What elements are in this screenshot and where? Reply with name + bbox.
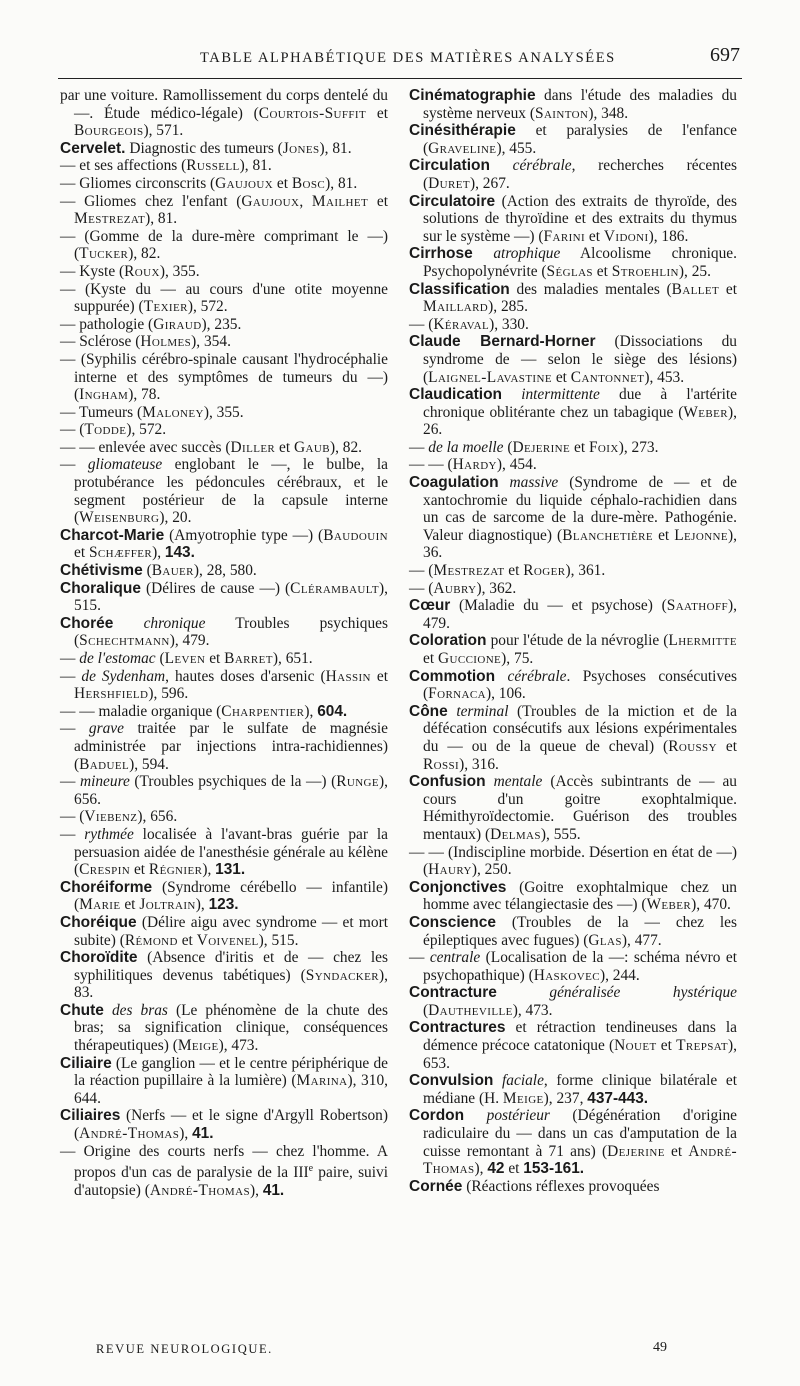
entry-headword: Circulatoire xyxy=(409,192,496,210)
index-entry xyxy=(60,879,388,914)
entry-text: — et ses affections (Russell), 81. xyxy=(60,157,272,175)
index-entry xyxy=(409,703,737,773)
entry-text: — Gliomes circonscrits (Gaujoux et Bosc), 81. xyxy=(60,174,358,192)
index-entry xyxy=(409,668,737,703)
index-entry xyxy=(60,351,388,404)
footer-signature-mark: 49 xyxy=(653,1340,667,1355)
entry-text: — rythmée localisée à l'avant-bras guérie par la persuasion aidée de l'anesthésie générale au kélène (Crespin et Régnier), 131. xyxy=(60,825,388,879)
entry-headword: Cervelet. xyxy=(60,139,126,157)
entry-text: — de l'estomac (Leven et Barret), 651. xyxy=(60,650,313,667)
header-rule xyxy=(58,78,742,79)
index-entry xyxy=(60,949,388,1002)
index-entry xyxy=(409,844,737,879)
page-footer xyxy=(0,1338,800,1362)
index-entry xyxy=(60,527,388,562)
entry-headword: Conjonctives xyxy=(409,878,507,896)
entry-headword: Circulation xyxy=(409,157,490,175)
index-entry xyxy=(60,720,388,773)
entry-text: (Bauer), 28, 580. xyxy=(146,562,257,580)
index-entry xyxy=(60,773,388,808)
index-entry xyxy=(60,228,388,263)
page-number: 697 xyxy=(710,44,740,66)
entry-headword: Contracture xyxy=(409,984,497,1002)
index-entry xyxy=(409,1178,737,1196)
index-entry xyxy=(409,245,737,280)
entry-text: — Tumeurs (Maloney), 355. xyxy=(60,403,244,421)
entry-text: (Action des extraits de thyroïde, des solutions de thyroïdine et des extraits du thymus sur le système —) (Farini et Vidoni), 186. xyxy=(423,192,737,245)
entry-headword: Contractures xyxy=(409,1019,506,1037)
index-entry xyxy=(409,1019,737,1072)
entry-text: — de la moelle (Dejerine et Foix), 273. xyxy=(409,438,659,456)
index-entry xyxy=(60,650,388,668)
index-entry xyxy=(60,193,388,228)
index-entry xyxy=(409,193,737,246)
entry-headword: Chute xyxy=(60,1001,104,1019)
entry-text: — grave traitée par le sulfate de magnésie administrée par injections intra-rachidiennes) (Baduel), 594. xyxy=(60,720,388,773)
index-entry xyxy=(409,562,737,580)
entry-headword: Choroïdite xyxy=(60,949,138,967)
index-entry xyxy=(409,773,737,843)
entry-text: (Délire aigu avec syndrome — et mort subite) (Rémond et Voivenel), 515. xyxy=(74,913,388,949)
entry-headword: Choréique xyxy=(60,913,137,931)
index-entry xyxy=(60,175,388,193)
entry-text: des maladies mentales (Ballet et Maillard), 285. xyxy=(423,280,737,316)
entry-text: — — maladie organique (Charpentier), 604. xyxy=(60,702,348,720)
running-header xyxy=(0,44,800,84)
index-entry xyxy=(409,984,737,1019)
entry-text: — (Kyste du — au cours d'une otite moyenne suppurée) (Texier), 572. xyxy=(60,280,388,316)
entry-text: (Dissociations du syndrome de — selon le siège des lésions) (Laignel-Lavastine et Cantonnet), 453. xyxy=(423,333,737,386)
entry-text: par une voiture. Ramollissement du corps dentelé du —. Étude médico-légale) (Courtois-Suffit et Bourgeois), 571. xyxy=(60,87,388,140)
entry-headword: Coagulation xyxy=(409,474,499,492)
entry-text: pour l'étude de la névroglie (Lhermitte et Guccione), 75. xyxy=(423,632,737,667)
entry-headword: Claude Bernard-Horner xyxy=(409,333,596,351)
index-entry xyxy=(409,333,737,386)
index-entry xyxy=(60,826,388,879)
entry-text: — (Kéraval), 330. xyxy=(409,315,529,333)
entry-text: intermittente due à l'artérite chronique oblitérante chez un tabagique (Weber), 26. xyxy=(423,386,737,439)
entry-text: — (Aubry), 362. xyxy=(409,579,517,597)
index-entry xyxy=(60,668,388,703)
entry-text: (Goitre exophtalmique chez un homme avec télangiectasie des —) (Weber), 470. xyxy=(423,878,737,914)
entry-text: (Troubles de la — chez les épileptiques avec fugues) (Glas), 477. xyxy=(423,913,737,949)
index-entry xyxy=(409,281,737,316)
entry-headword: Ciliaire xyxy=(60,1054,112,1072)
entry-headword: Cœur xyxy=(409,597,451,615)
entry-headword: Cône xyxy=(409,702,448,720)
index-entry xyxy=(60,421,388,439)
index-entry xyxy=(60,333,388,351)
entry-headword: Cinématographie xyxy=(409,87,536,104)
entry-headword: Choréiforme xyxy=(60,878,153,896)
index-entry xyxy=(60,140,388,158)
entry-headword: Convulsion xyxy=(409,1072,494,1090)
entry-text: et rétraction tendineuses dans la démence précoce catatonique (Nouet et Trepsat), 653. xyxy=(423,1019,737,1072)
entry-headword: Cinésithérapie xyxy=(409,122,516,140)
entry-headword: Charcot-Marie xyxy=(60,526,165,544)
index-entry xyxy=(409,949,737,984)
entry-text: atrophique Alcoolisme chronique. Psychopolynévrite (Séglas et Stroehlin), 25. xyxy=(423,245,737,280)
index-entry xyxy=(409,122,737,157)
index-entry xyxy=(409,316,737,334)
entry-text: faciale, forme clinique bilatérale et médiane (H. Meige), 237, 437-443. xyxy=(423,1072,737,1107)
entry-headword: Claudication xyxy=(409,386,503,404)
index-entry xyxy=(60,1055,388,1108)
entry-text: cérébrale, recherches récentes (Duret), 267. xyxy=(423,157,737,192)
entry-text: — (Todde), 572. xyxy=(60,421,167,439)
entry-headword: Commotion xyxy=(409,667,496,685)
index-entry xyxy=(60,914,388,949)
entry-text: (Réactions réflexes provoquées xyxy=(466,1177,660,1195)
entry-text: (Le ganglion — et le centre périphérique de la réaction pupillaire à la lumière) (Marina), 310, 644. xyxy=(74,1054,388,1107)
entry-text: chronique Troubles psychiques (Schechtmann), 479. xyxy=(74,614,388,650)
index-entry xyxy=(60,615,388,650)
index-entry xyxy=(60,580,388,615)
index-entry xyxy=(60,404,388,422)
entry-headword: Coloration xyxy=(409,632,487,650)
entry-text: — mineure (Troubles psychiques de la —) (Runge), 656. xyxy=(60,773,389,808)
index-entry xyxy=(60,1002,388,1055)
index-entry xyxy=(409,386,737,439)
entry-text: mentale (Accès subintrants de — au cours d'un goitre exophtalmique. Hémithyroïdectomie. Guérison des troubles mentaux) (Delmas), 555. xyxy=(423,773,737,843)
entry-text: — de Sydenham, hautes doses d'arsenic (Hassin et Hershfield), 596. xyxy=(60,667,388,703)
index-entry xyxy=(409,439,737,457)
index-entry xyxy=(60,439,388,457)
entry-text: généralisée hystérique (Dautheville), 473. xyxy=(423,984,737,1019)
index-entry xyxy=(409,914,737,949)
index-entry xyxy=(409,879,737,914)
entry-text: et paralysies de l'enfance (Graveline), 455. xyxy=(423,122,737,157)
entry-text: — Gliomes chez l'enfant (Gaujoux, Mailhet et Mestrezat), 81. xyxy=(60,192,388,228)
entry-text: (Amyotrophie type —) (Baudouin et Schæffer), 143. xyxy=(74,526,388,562)
index-entry xyxy=(60,157,388,175)
index-entry xyxy=(409,456,737,474)
index-entry xyxy=(60,808,388,826)
index-entry xyxy=(60,281,388,316)
entry-text: — pathologie (Giraud), 235. xyxy=(60,315,242,333)
entry-text: postérieur (Dégénération d'origine radiculaire du — dans un cas d'amputation de la cuisse remontant à 71 ans) (Dejerine et André-Thomas), 42 et 153-161. xyxy=(423,1107,737,1178)
entry-text: — centrale (Localisation de la —: schéma névro et psychopathique) (Haskovec), 244. xyxy=(409,949,737,984)
entry-text: — Sclérose (Holmes), 354. xyxy=(60,333,231,351)
index-entry xyxy=(409,474,737,562)
entry-headword: Classification xyxy=(409,280,510,298)
entry-text: — Origine des courts nerfs — chez l'homme. A propos d'un cas de paralysie de la IIIe paire, suivi d'autopsie) (André-Thomas), 41. xyxy=(60,1142,388,1199)
entry-text: terminal (Troubles de la miction et de la défécation consécutifs aux lésions expérimentales du — ou de la queue de cheval) (Roussy et Rossi), 316. xyxy=(423,702,737,773)
index-entry xyxy=(409,1107,737,1177)
index-entry xyxy=(409,597,737,632)
running-title: TABLE ALPHABÉTIQUE DES MATIÈRES ANALYSÉES xyxy=(200,50,616,66)
entry-headword: Cordon xyxy=(409,1107,465,1125)
entry-text: des bras (Le phénomène de la chute des bras; sa signification clinique, conséquences thérapeutiques) (Meige), 473. xyxy=(74,1001,388,1055)
entry-text: cérébrale. Psychoses consécutives (Fornaca), 106. xyxy=(423,667,737,703)
entry-headword: Conscience xyxy=(409,913,497,931)
index-column-left xyxy=(60,87,388,1200)
index-column-right xyxy=(409,87,737,1195)
entry-text: (Syndrome cérébello — infantile) (Marie et Joltrain), 123. xyxy=(74,878,388,914)
entry-text: Diagnostic des tumeurs (Jones), 81. xyxy=(129,139,352,157)
entry-text: — gliomateuse englobant le —, le bulbe, la protubérance les pédoncules cérébraux, et le segment postérieur de la capsule interne (Weisenburg), 20. xyxy=(60,456,388,527)
index-entry xyxy=(409,632,737,667)
index-entry xyxy=(60,87,388,140)
entry-headword: Choralique xyxy=(60,579,141,597)
index-entry xyxy=(60,456,388,526)
entry-text: — (Gomme de la dure-mère comprimant le —) (Tucker), 82. xyxy=(60,227,388,263)
entry-text: — Kyste (Roux), 355. xyxy=(60,262,200,280)
index-entry xyxy=(60,703,388,721)
entry-text: (Délires de cause —) (Clérambault), 515. xyxy=(74,579,388,615)
index-entry xyxy=(60,562,388,580)
entry-headword: Cornée xyxy=(409,1177,463,1195)
entry-headword: Chorée xyxy=(60,614,114,632)
entry-headword: Cirrhose xyxy=(409,245,473,263)
entry-text: — (Viebenz), 656. xyxy=(60,808,178,826)
entry-text: (Nerfs — et le signe d'Argyll Robertson) (André-Thomas), 41. xyxy=(74,1107,388,1143)
index-entry xyxy=(60,1107,388,1142)
entry-text: — — enlevée avec succès (Diller et Gaub), 82. xyxy=(60,438,363,456)
entry-headword: Ciliaires xyxy=(60,1107,121,1125)
entry-text: — — (Indiscipline morbide. Désertion en état de —) (Haury), 250. xyxy=(409,843,737,879)
entry-text: — (Syphilis cérébro-spinale causant l'hydrocéphalie interne et des symptômes de tumeurs du —) (Ingham), 78. xyxy=(60,350,388,404)
index-entry xyxy=(409,1072,737,1107)
entry-headword: Chétivisme xyxy=(60,562,143,580)
entry-text: dans l'étude des maladies du système nerveux (Sainton), 348. xyxy=(423,87,737,122)
index-entry xyxy=(60,316,388,334)
entry-text: (Maladie du — et psychose) (Saathoff), 479. xyxy=(423,597,737,632)
entry-text: (Absence d'iritis et de — chez les syphilitiques devenus tabétiques) (Syndacker), 83. xyxy=(74,949,388,1002)
index-entry xyxy=(409,157,737,192)
index-entry xyxy=(60,1143,388,1200)
entry-text: massive (Syndrome de — et de xantochromie du liquide céphalo-rachidien dans un cas de sarcome de la dure-mère. Pathogénie. Valeur diagnostique) (Blanchetière et Lejonne), 36. xyxy=(423,474,737,562)
index-entry xyxy=(60,263,388,281)
entry-headword: Confusion xyxy=(409,773,486,791)
index-entry xyxy=(409,580,737,598)
entry-text: — — (Hardy), 454. xyxy=(409,456,537,474)
index-entry xyxy=(409,87,737,122)
entry-text: — (Mestrezat et Roger), 361. xyxy=(409,562,606,580)
footer-journal-name: REVUE NEUROLOGIQUE. xyxy=(96,1342,273,1356)
